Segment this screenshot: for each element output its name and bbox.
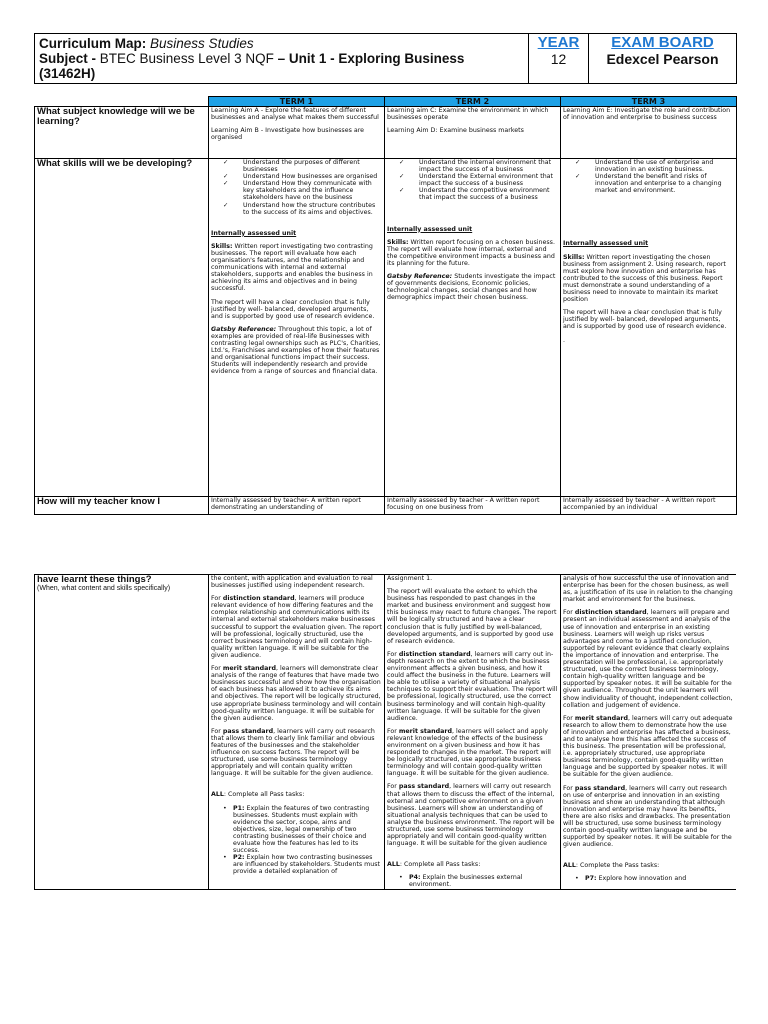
learning-aim-e: Learning Aim E: Investigate the role and contribution of innovation and enterprise to business success: [563, 107, 731, 122]
knowledge-question: What subject knowledge will we be learning?: [35, 107, 209, 159]
knowledge-term-2: [385, 107, 561, 159]
list-item: ✓ Understand the competitive environment that impact the success of a business: [399, 187, 550, 202]
page-2: [34, 574, 736, 1024]
exam-board-label: EXAM BOARD: [611, 34, 714, 51]
year-cell: [529, 34, 589, 84]
title-value: Business Studies: [150, 36, 254, 51]
check-icon: ✓: [223, 159, 229, 166]
pass-task-list: [211, 805, 382, 876]
assessment-question-sub: (When, what content and skills specifically): [37, 585, 171, 592]
title-label: Curriculum Map:: [39, 36, 147, 51]
all-tasks-paragraph: ALL: Complete all Pass tasks:: [211, 791, 305, 799]
skills-question: What skills will we be developing?: [35, 159, 209, 497]
unit-type-label: Internally assessed unit: [563, 240, 649, 248]
subject-code: (31462H): [39, 66, 96, 81]
check-icon: ✓: [399, 187, 405, 195]
pass-task-list: [563, 875, 734, 882]
assessment-intro: Assignment 1.: [387, 575, 433, 582]
trailing-dot: .: [563, 336, 566, 344]
distinction-paragraph: For distinction standard, learners will carry out in-depth research on the extent to which the business environment affects a given business, and how it could affect the business in the future. Learners will be able to utilise a variety of situational analysis techniques to support their evaluation. The report will be professional, logically structured, use the correct business terminology and will contain high-quality written language. It will be suitable for the given audience.: [387, 650, 558, 722]
assessment-question-start: How will my teacher know I: [35, 497, 209, 515]
skills-term-3: [561, 159, 737, 497]
year-label: YEAR: [537, 34, 580, 51]
report-paragraph: The report will have a clear conclusion that is fully justified by well- balanced, developed arguments, and is supported by good use of research evidence.: [563, 309, 727, 331]
skills-term-2-list: [387, 159, 558, 202]
all-tasks-paragraph: ALL: Complete all Pass tasks:: [387, 861, 481, 869]
subject-unit: – Unit 1 - Exploring Business: [277, 51, 465, 66]
subject-course: BTEC Business Level 3 NQF: [99, 51, 274, 66]
learning-aim-a: Learning Aim A - Explore the features of different businesses and analyse what makes them successful: [211, 107, 379, 122]
skills-paragraph: Skills: Written report investigating the chosen business from assignment 2. Using research, report must explore how innovation and enterprise has contributed to the success of this business. Report must demonstrate a sound understanding of a business need to innovate to maintain its market position: [563, 253, 726, 304]
list-item: • P7: Explore how innovation and: [575, 875, 687, 883]
skills-paragraph: Skills: Written report focusing on a chosen business. The report will evaluate how internal, external and the competitive environment impacts a business and its planning for the future.: [387, 238, 555, 267]
report-paragraph: The report will evaluate the extent to which the business has responded to past changes in the market and business environment and suggest how this business may react to future changes. The report will be logically structured and have a clear conclusion that is fully justified by well-balanced, developed arguments, and is supported by good use of research evidence.: [387, 588, 557, 645]
check-icon: ✓: [223, 173, 229, 181]
all-tasks-paragraph: ALL: Complete the Pass tasks:: [563, 862, 660, 870]
knowledge-term-3: [561, 107, 737, 159]
bullet-icon: •: [223, 804, 227, 812]
list-item: • P1: Explain the features of two contrasting businesses. Students must explain with evidence the sector, scope, aims and objectives, size, legal ownership of two contrasting businesses of their choice and evaluate how the features has led to its success.: [223, 804, 370, 855]
subject-label: Subject -: [39, 51, 97, 66]
list-item: • P4: Explain the businesses external environment.: [399, 874, 523, 889]
list-item: ✓ Understand the purposes of different businesses: [223, 159, 360, 174]
year-value: 12: [550, 51, 567, 67]
document-title: [35, 34, 529, 84]
check-icon: ✓: [399, 173, 405, 181]
assessment-intro: the content, with application and evaluation to real businesses justified using independent research.: [211, 575, 373, 590]
skills-term-1-list: [211, 159, 382, 216]
term-3-header: TERM 3: [561, 97, 737, 107]
merit-paragraph: For merit standard, learners will select and apply relevant knowledge of the effects of the business environment on a given business and how it has responded to changes in the market. The report will be logically structured, use appropriate business terminology and will contain good-quality written language. It will be suitable for the given audience.: [387, 727, 551, 778]
list-item: ✓ Understand How businesses are organised: [223, 173, 378, 181]
knowledge-term-1: [209, 107, 385, 159]
assessment-question-end: [35, 575, 209, 890]
curriculum-table-1: [34, 96, 737, 515]
list-item: ✓ Understand how the structure contributes to the success of its aims and objectives.: [223, 201, 376, 216]
check-icon: ✓: [399, 159, 405, 166]
gatsby-paragraph: Gatsby Reference: Students investigate the impact of governments decisions, Economic policies, technological changes, social changes and how demographics impact their chosen business.: [387, 273, 556, 302]
check-icon: ✓: [575, 173, 581, 181]
curriculum-table-2: [34, 574, 736, 890]
bullet-icon: •: [575, 875, 579, 883]
assessment-question-text: have learnt these things?: [37, 574, 152, 585]
learning-aim-c: Learning aim C: Examine the environment in which businesses operate: [387, 107, 549, 122]
page-1: [34, 33, 736, 515]
bullet-icon: •: [223, 854, 227, 862]
distinction-paragraph: For distinction standard, learners will prepare and present an individual assessment and analysis of the use of innovation and enterprise in an existing business. Learners will weigh up risks versus advantages and come to a justified conclusion, supported by relevant evidence that clearly explains the importance of innovation and enterprise. The presentation will be professional, i.e. appropriately structured, use the correct business terminology, contain high-quality written language and be supported by speaker notes. It will be suitable for the given audience. Throughout the unit learners will show individuality of thought, independent collection, collation and judgement of evidence.: [563, 609, 733, 709]
learning-aim-d: Learning Aim D: Examine business markets: [387, 127, 524, 135]
assessment-intro: analysis of how successful the use of innovation and enterprise has been for the chosen business, as well as, a justification of its use in relation to the changing market and environment for the business.: [563, 575, 733, 604]
gatsby-paragraph: Gatsby Reference: Throughout this topic, a lot of examples are provided of real-life Businesses with contrasting legal ownerships such as PLC's, Charities, Ltd.'s, Franchises and examples of how their features and organisational functions impact their success. Students will independently research and provide evidence from a range of sources and financial data.: [211, 325, 381, 376]
skills-term-3-list: [563, 159, 734, 194]
pass-paragraph: For pass standard, learners will carry out research that allows them to clearly link familiar and obvious features of the businesses and the stakeholder influence on success factors. The report will be structured, use some business terminology appropriately and will contain quality written language. It will be suitable for the given audience.: [211, 727, 375, 778]
list-item: ✓ Understand the internal environment that impact the success of a business: [399, 159, 552, 174]
assessment-term-3-start: Internally assessed by teacher - A written report accompanied by an individual: [561, 497, 737, 515]
check-icon: ✓: [223, 180, 229, 188]
skills-paragraph: Skills: Written report investigating two contrasting businesses. The report will evaluate how each organisation's features, and the relationship and communications with internal and external stakeholders, supports and enables the business in achieving its aims and objectives and in being successful.: [211, 242, 373, 293]
pass-task-list: [387, 874, 558, 888]
assessment-term-2-start: Internally assessed by teacher - A written report focusing on one business from: [385, 497, 561, 515]
distinction-paragraph: For distinction standard, learners will produce relevant evidence of how differing features and the complex relationship and communications with its internal and external stakeholders make businesses successful to support the evaluation given. The report will be professional, logically structured, use the correct business terminology and will contain high-quality written language. It will be suitable for the given audience.: [211, 595, 382, 659]
report-paragraph: The report will have a clear conclusion that is fully justified by well- balanced, developed arguments, and is supported by good use of research evidence.: [211, 298, 375, 320]
pass-paragraph: For pass standard, learners will carry out research that allows them to discuss the effect of the internal, external and competitive environment on a given business. Learners will show an understanding of situational analysis techniques that can be used to analyse the business environment. The report will be structured, use some business terminology appropriately and will contain good-quality written language. It will be suitable for the given audience: [387, 783, 555, 848]
check-icon: ✓: [223, 201, 229, 209]
unit-type-label: Internally assessed unit: [211, 229, 297, 237]
assessment-term-1: [209, 575, 385, 890]
skills-term-1: [209, 159, 385, 497]
header-table: [34, 33, 737, 84]
skills-term-2: [385, 159, 561, 497]
exam-board-value: Edexcel Pearson: [606, 51, 719, 67]
assessment-term-1-start: Internally assessed by teacher- A written report demonstrating an understanding of: [209, 497, 385, 515]
term-2-header: TERM 2: [385, 97, 561, 107]
unit-type-label: Internally assessed unit: [387, 225, 473, 233]
merit-paragraph: For merit standard, learners will demonstrate clear analysis of the range of features that have made two businesses successful and show how the organisation of each business has allowed it to achieve its aims and objectives. The report will be logically structured, use appropriate business terminology and will contain good-quality written language. It will be suitable for the given audience.: [211, 665, 382, 722]
list-item: ✓ Understand How they communicate with key stakeholders and the influence stakeholders have on the business: [223, 180, 372, 202]
assessment-term-2: [385, 575, 561, 890]
check-icon: ✓: [575, 159, 581, 166]
term-1-header: TERM 1: [209, 97, 385, 107]
learning-aim-b: Learning Aim B - Investigate how businesses are organised: [211, 127, 365, 142]
assessment-term-3: [561, 575, 737, 890]
list-item: ✓ Understand the benefit and risks of innovation and enterprise to a changing market and environment.: [575, 173, 722, 195]
list-item: ✓ Understand the use of enterprise and innovation in an existing business.: [575, 159, 714, 174]
exam-board-cell: [589, 34, 737, 84]
list-item: ✓ Understand the External environment that impact the success of a business: [399, 173, 554, 188]
bullet-icon: •: [399, 874, 403, 882]
pass-paragraph: For pass standard, learners will carry out research on use of enterprise and innovation in an existing business and show an understanding that although innovation and enterprise may have its benefits, there are also risks and drawbacks. The presentation will be structured, use some business terminology contain good-quality written language and be supported by speaker notes. It will be suitable for the given audience.: [563, 784, 732, 849]
list-item: • P2: Explain how two contrasting businesses are influenced by stakeholders. Students must provide a detailed explanation of: [223, 854, 380, 876]
merit-paragraph: For merit standard, learners will carry out adequate research to allow them to demonstrate how the use of innovation and enterprise has affected a business, and to analyse how this has affected the success of this business. The presentation will be professional, i.e. appropriately structured, use appropriate business terminology, contain good-quality written language and be supported by speaker notes. It will be suitable for the given audience.: [563, 714, 733, 779]
